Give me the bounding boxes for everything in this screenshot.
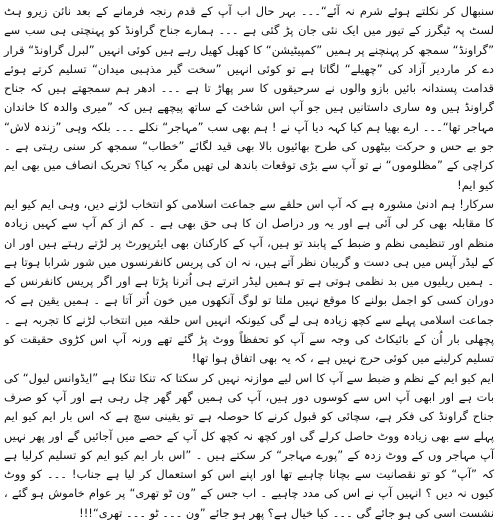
article-paragraph: سنبھال کر نکلتے ہوئے شرم نہ آئے“۔۔۔ بہر حال اب آپ کے قدم رنجہ فرمانے کے بعد نائن زیرو ہٹ لسٹ پہ ٹیگرز کے تیور میں ایک نئی جان پڑ گئی ہے ۔۔۔ ہمارے جناح گراونڈ کو پہنچتی ہی سب سے ”گراونڈ“ سمجھ کر پہنچنے پر ہمیں ”کمپیٹیشن“ کا کھیل کھیل رہے ہیں کوئی انہیں ”لبرل گراونڈ“ قرار دے کر ماردیر آزاد کی ”چھیلے“ لگاتا ہے تو کوئی انہیں ”سخت گیر مذہبی میدان“ تسلیم کرتے ہوئے قدامت پسندانہ بائیں بازو والوں نے سرحیقوں کا سر پھاڑ تا ہے ۔۔۔ ادھر ہم سمجھتے ہیں کہ جناح گراونڈ ہیں وہ ساری داستانیں ہیں جو آپ اس شاخت کے ساتھ پیچھے ہیں کہ ”میری والدہ کا خاندان مہاجر تھا“۔۔۔ ارے بھیا ہم کیا کہہ دیا آپ نے ! ہم بھی سب ”مہاجر“ نکلے ۔۔۔ بلکہ وہی ”زندہ لاش“ جو بے حس و حرکت بیٹھوں کی طرح بھائیوں بالا بھی قید لگائے ”خطاب“ سمجھ کر سنی رہتی ہے ۔ کراچی کے ”مظلوموں“ نے تو آپ سے بڑی توقعات باندھ لی تھیں مگر یہ کیا؟ تحریک انصاف میں بھی ایم کیو ایم! [4,4,494,192]
article-paragraph: سرکار! ہم ادنیٰ مشورہ ہے کہ آپ اس حلقے سے جماعت اسلامی کو انتخاب لڑنے دیں، وہی ایم کیو ایم کا مقابلہ بھی کر لی آئی ہے اور یہ ور دراصل ان کا ہی حق بھی ہے ۔ کم از کم آپ سے کہیں زیادہ منظم اور تنظیمی نظم و ضبط کے پابند تو ہیں، آپ کے کارکنان بھی ایئرپورٹ پر لڑتے رہتے ہیں اور ان کے لیڈر آپس میں ہی دست و گریبان نظر آتے ہیں، نہ ان کی پریس کانفرنسوں میں شور شرابا ہوتا ہے ۔ ہمیں ریلیوں میں بد نظمی ہوتی ہے تو ہمیں لیڈر اترتے ہی اُترنا پڑتا ہے اور اگر پریس کانفرنس کے دوران کسی کو اجمل بولنے کا موقع نہیں ملتا تو لوگ آنکھوں میں خون اُتر آتا ہے ۔ ہمیں یقین ہے کہ جماعت اسلامی پہلے سے کچھ زیادہ ہی لے گی کیونکہ انہیں اس حلقہ میں انتخاب لڑنے کا تجربہ ہے ۔ پچھلی بار اُن کے بائیکاٹ کی وجہ سے آپ کو تحفظاً ووٹ پڑ گئے تھے ورنہ آپ اس کڑوی حقیقت کو تسلیم کرلینے میں کوئی حرج نہیں ہے ، کہ یہ بھی اتفاق ہوا تھا! [4,196,494,366]
article-paragraph: ایم کیو ایم کے نظم و ضبط سے آپ کا اس لیے موازنہ نہیں کر سکتا کہ تنکا تنکا ہے ”ایڈوانس لیول“ کی بات ہے اور ابھی آپ اس سے کوسوں دور ہیں، آپ کی ہمیں گھر گھر چل رہی ہے اور آپ کو صرف جناح گراونڈ کی فکر ہے، سچائی کو قبول کرنے کا حوصلہ ہے تو یقینی سچ ہے کہ اس بار ایم کیو ایم پہلے سے بھی زیادہ ووٹ حاصل کرلے گی اور کچھ نہ کچھ کل آپ کے حصے میں آجائیں گے اور پھر نہیں آپ مہاجر وں کے ووٹ زدہ کے ”پورے مہاجر“ کر سکتے ہیں ۔ ”اس بار ایم کیو ایم کو تسلیم کرلیا ہے کہ ”آپ“ کو تو نقصانیت سے بچانا چاہیے تھا اور اپنے اس کو استعمال کر لیا ہے جناب! ۔۔۔ کو ووٹ کیوں نہ دیں ؟ انہیں آپ نے اس کی مدد چاہیے ۔ اب جس کے ”ون ٹو تھری“ پر عوام خاموش ہو گئے ، نشست اسی کی ہو جائے گی ۔۔۔ کیا خیال ہے؟ پھر ہو جائے ”ون ۔۔۔ ٹو ۔۔۔ تھری“!!! [4,370,494,520]
